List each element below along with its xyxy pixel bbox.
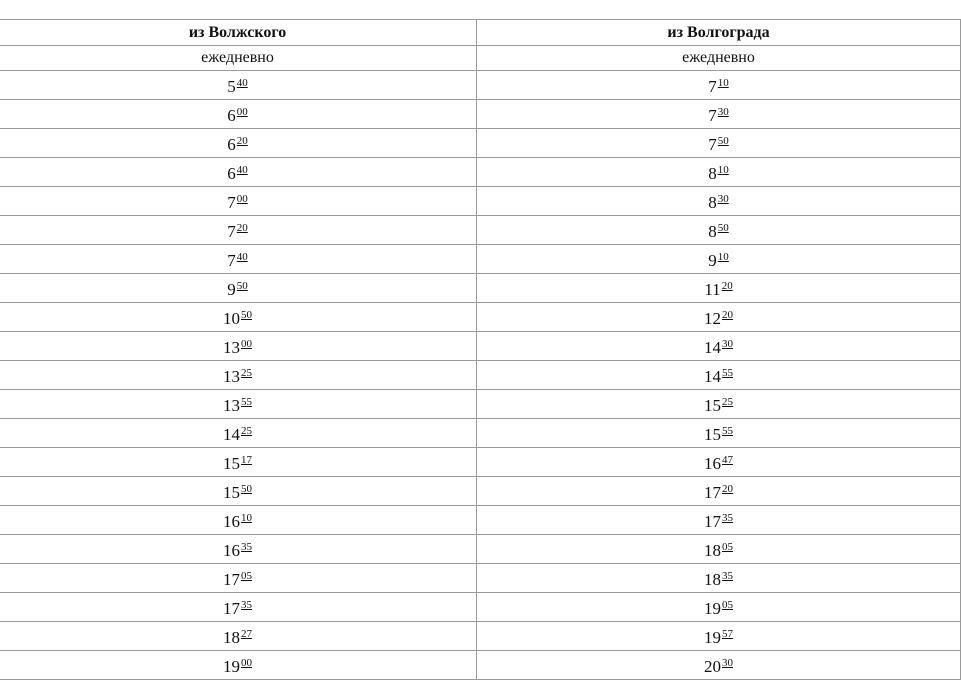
departure-hour: 16 xyxy=(223,541,240,560)
departure-volgograd xyxy=(477,535,961,564)
departure-minutes: 00 xyxy=(236,106,248,118)
departure-minutes: 40 xyxy=(236,164,248,176)
table-row xyxy=(0,303,961,332)
table-row xyxy=(0,564,961,593)
departure-volgograd xyxy=(477,506,961,535)
departure-volzhsky xyxy=(0,71,477,100)
departure-hour: 10 xyxy=(223,309,240,328)
departure-minutes: 20 xyxy=(721,280,733,292)
departure-hour: 8 xyxy=(708,164,717,183)
departure-hour: 15 xyxy=(223,454,240,473)
departure-minutes: 10 xyxy=(717,164,729,176)
departure-hour: 7 xyxy=(708,77,717,96)
departure-hour: 17 xyxy=(704,483,721,502)
departure-minutes: 20 xyxy=(722,309,733,321)
departure-hour: 17 xyxy=(223,599,240,618)
departure-volzhsky xyxy=(0,274,477,303)
departure-minutes: 20 xyxy=(236,135,248,147)
departure-volgograd xyxy=(477,332,961,361)
departure-minutes: 25 xyxy=(241,425,252,437)
frequency-row xyxy=(0,46,961,71)
departure-minutes: 40 xyxy=(236,251,248,263)
departure-hour: 13 xyxy=(223,338,240,357)
table-row xyxy=(0,361,961,390)
departure-minutes: 50 xyxy=(236,280,248,292)
table-row xyxy=(0,651,961,680)
departure-volgograd xyxy=(477,303,961,332)
departure-volgograd xyxy=(477,187,961,216)
table-row xyxy=(0,448,961,477)
departure-hour: 19 xyxy=(704,599,721,618)
departure-hour: 13 xyxy=(223,396,240,415)
departure-volgograd xyxy=(477,129,961,158)
departure-volgograd xyxy=(477,651,961,680)
departure-hour: 12 xyxy=(704,309,721,328)
departure-volgograd xyxy=(477,564,961,593)
departure-minutes: 30 xyxy=(722,338,733,350)
departure-volgograd xyxy=(477,71,961,100)
departure-volzhsky xyxy=(0,419,477,448)
departure-hour: 14 xyxy=(223,425,240,444)
schedule-body xyxy=(0,46,961,680)
departure-volgograd xyxy=(477,245,961,274)
departure-hour: 5 xyxy=(227,77,236,96)
departure-hour: 14 xyxy=(704,367,721,386)
departure-minutes: 35 xyxy=(722,570,733,582)
table-row xyxy=(0,216,961,245)
bus-schedule-table xyxy=(0,19,961,680)
departure-minutes: 40 xyxy=(236,77,248,89)
departure-volzhsky xyxy=(0,506,477,535)
departure-volgograd xyxy=(477,390,961,419)
departure-minutes: 25 xyxy=(241,367,252,379)
departure-hour: 16 xyxy=(704,454,721,473)
departure-minutes: 05 xyxy=(722,541,733,553)
frequency-volzhsky: ежедневно xyxy=(0,46,477,71)
table-row xyxy=(0,535,961,564)
departure-volgograd xyxy=(477,158,961,187)
departure-volzhsky xyxy=(0,100,477,129)
departure-volzhsky xyxy=(0,303,477,332)
departure-hour: 7 xyxy=(708,135,717,154)
departure-hour: 15 xyxy=(704,396,721,415)
departure-hour: 17 xyxy=(223,570,240,589)
departure-hour: 8 xyxy=(708,222,717,241)
departure-hour: 7 xyxy=(227,222,236,241)
departure-volzhsky xyxy=(0,187,477,216)
departure-volzhsky xyxy=(0,245,477,274)
departure-volzhsky xyxy=(0,390,477,419)
departure-minutes: 50 xyxy=(241,309,252,321)
departure-minutes: 50 xyxy=(717,135,729,147)
departure-volzhsky xyxy=(0,651,477,680)
table-row xyxy=(0,129,961,158)
departure-hour: 11 xyxy=(704,280,721,299)
departure-minutes: 35 xyxy=(722,512,733,524)
departure-minutes: 00 xyxy=(241,338,252,350)
departure-volzhsky xyxy=(0,564,477,593)
departure-minutes: 30 xyxy=(717,106,729,118)
departure-hour: 19 xyxy=(704,628,721,647)
departure-volgograd xyxy=(477,622,961,651)
departure-volgograd xyxy=(477,448,961,477)
departure-hour: 13 xyxy=(223,367,240,386)
departure-minutes: 30 xyxy=(722,657,733,669)
departure-hour: 18 xyxy=(704,570,721,589)
departure-minutes: 25 xyxy=(722,396,733,408)
departure-minutes: 55 xyxy=(722,367,733,379)
table-row xyxy=(0,622,961,651)
departure-volzhsky xyxy=(0,477,477,506)
departure-hour: 18 xyxy=(223,628,240,647)
departure-hour: 9 xyxy=(227,280,236,299)
departure-minutes: 30 xyxy=(717,193,729,205)
departure-hour: 6 xyxy=(227,164,236,183)
departure-hour: 7 xyxy=(227,193,236,212)
table-row xyxy=(0,187,961,216)
departure-minutes: 35 xyxy=(241,541,252,553)
departure-minutes: 57 xyxy=(722,628,733,640)
departure-volgograd xyxy=(477,477,961,506)
frequency-volgograd: ежедневно xyxy=(477,46,961,71)
departure-minutes: 50 xyxy=(241,483,252,495)
table-row xyxy=(0,506,961,535)
departure-minutes: 55 xyxy=(241,396,252,408)
departure-minutes: 00 xyxy=(241,657,252,669)
departure-minutes: 05 xyxy=(241,570,252,582)
departure-minutes: 10 xyxy=(241,512,252,524)
departure-minutes: 35 xyxy=(241,599,252,611)
departure-minutes: 47 xyxy=(722,454,733,466)
table-row xyxy=(0,158,961,187)
departure-hour: 16 xyxy=(223,512,240,531)
departure-hour: 18 xyxy=(704,541,721,560)
table-row xyxy=(0,477,961,506)
table-row xyxy=(0,593,961,622)
table-row xyxy=(0,100,961,129)
departure-minutes: 00 xyxy=(236,193,248,205)
departure-hour: 9 xyxy=(708,251,717,270)
header-from-volgograd: из Волгограда xyxy=(477,20,961,46)
table-row xyxy=(0,419,961,448)
departure-hour: 15 xyxy=(704,425,721,444)
table-row xyxy=(0,274,961,303)
departure-minutes: 17 xyxy=(241,454,252,466)
departure-minutes: 27 xyxy=(241,628,252,640)
departure-volgograd xyxy=(477,216,961,245)
departure-minutes: 20 xyxy=(236,222,248,234)
departure-minutes: 05 xyxy=(722,599,733,611)
table-row xyxy=(0,245,961,274)
departure-hour: 20 xyxy=(704,657,721,676)
departure-hour: 8 xyxy=(708,193,717,212)
departure-minutes: 20 xyxy=(722,483,733,495)
departure-hour: 15 xyxy=(223,483,240,502)
departure-volgograd xyxy=(477,100,961,129)
departure-volgograd xyxy=(477,419,961,448)
table-row xyxy=(0,71,961,100)
departure-minutes: 50 xyxy=(717,222,729,234)
departure-hour: 6 xyxy=(227,106,236,125)
departure-minutes: 10 xyxy=(717,77,729,89)
departure-volzhsky xyxy=(0,216,477,245)
departure-hour: 6 xyxy=(227,135,236,154)
departure-hour: 14 xyxy=(704,338,721,357)
departure-volgograd xyxy=(477,361,961,390)
departure-hour: 7 xyxy=(708,106,717,125)
table-row xyxy=(0,390,961,419)
departure-volzhsky xyxy=(0,332,477,361)
departure-minutes: 10 xyxy=(717,251,729,263)
departure-hour: 7 xyxy=(227,251,236,270)
departure-volzhsky xyxy=(0,158,477,187)
departure-hour: 17 xyxy=(704,512,721,531)
departure-volzhsky xyxy=(0,535,477,564)
departure-volzhsky xyxy=(0,593,477,622)
header-from-volzhsky: из Волжского xyxy=(0,20,477,46)
departure-volzhsky xyxy=(0,448,477,477)
departure-volzhsky xyxy=(0,361,477,390)
departure-volgograd xyxy=(477,274,961,303)
departure-volgograd xyxy=(477,593,961,622)
departure-hour: 19 xyxy=(223,657,240,676)
departure-volzhsky xyxy=(0,129,477,158)
table-row xyxy=(0,332,961,361)
header-row xyxy=(0,20,961,46)
departure-volzhsky xyxy=(0,622,477,651)
departure-minutes: 55 xyxy=(722,425,733,437)
